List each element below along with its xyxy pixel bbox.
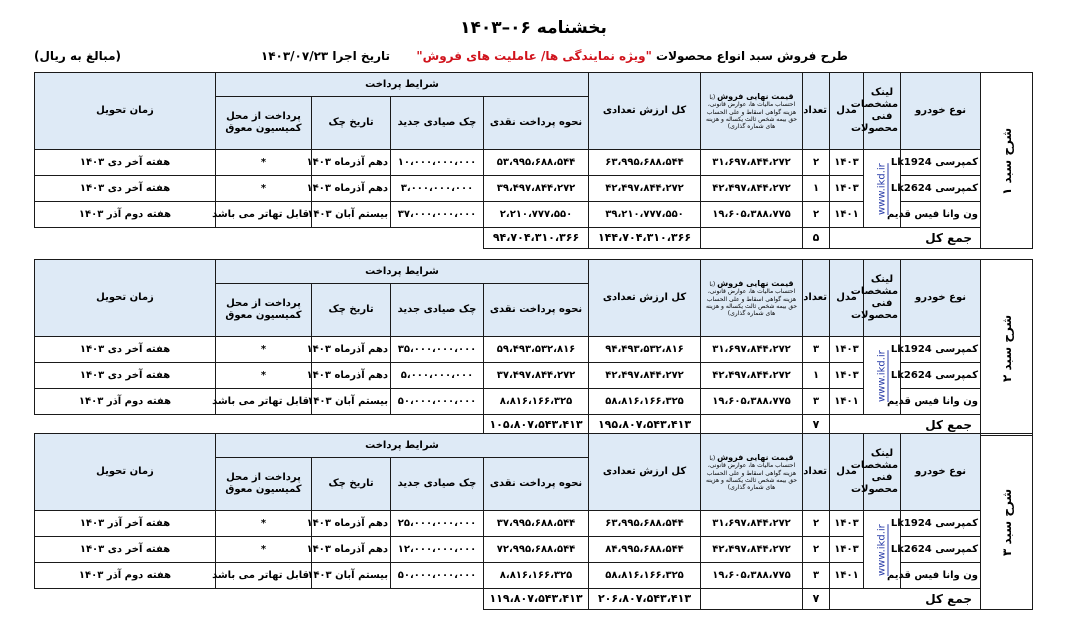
sayadi-check: ۱۰،۰۰۰،۰۰۰،۰۰۰ bbox=[391, 150, 484, 176]
table-row bbox=[35, 150, 1033, 176]
check-date: دهم آذرماه ۱۴۰۳ bbox=[312, 150, 391, 176]
deferred-commission: * bbox=[216, 150, 312, 176]
vehicle-name: کمپرسی Lk1924 bbox=[901, 150, 981, 176]
model-header: مدل bbox=[830, 73, 864, 150]
final-price-header bbox=[701, 260, 803, 337]
final-price: ۳۱،۶۹۷،۸۴۴،۲۷۲ bbox=[701, 337, 803, 363]
model-year: ۱۴۰۳ bbox=[830, 337, 864, 363]
model-header: مدل bbox=[830, 260, 864, 337]
amounts-note: (مبالغ به ریال) bbox=[34, 49, 121, 63]
deferred-commission-header: پرداخت از محل کمیسیون معوق bbox=[216, 97, 312, 150]
quantity: ۲ bbox=[803, 150, 830, 176]
vehicle-name: کمپرسی Lk1924 bbox=[901, 511, 981, 537]
final-price-title: قیمت نهایی فروش bbox=[717, 278, 794, 288]
final-price: ۱۹،۶۰۵،۳۸۸،۷۷۵ bbox=[701, 563, 803, 589]
spec-link-header: لینک مشخصات فنی محصولات bbox=[864, 73, 901, 150]
delivery-time: هفته آخر آذر ۱۴۰۳ bbox=[35, 511, 216, 537]
sayadi-check-header: چک صیادی جدید bbox=[391, 97, 484, 150]
delivery-time-header: زمان تحویل bbox=[35, 260, 216, 337]
table-row bbox=[35, 511, 1033, 537]
final-price-note: مالیات ها، عوارض قانونی، هزینه گواهی اسقاط و علی الحساب حق بیمه شخص ثالث یکساله و هزینه های شماره گذاری) bbox=[705, 101, 798, 130]
final-price-title: قیمت نهایی فروش bbox=[717, 91, 794, 101]
total-value-header: کل ارزش تعدادی bbox=[589, 73, 701, 150]
sayadi-check: ۵،۰۰۰،۰۰۰،۰۰۰ bbox=[391, 363, 484, 389]
basket-table bbox=[34, 259, 1033, 436]
vehicle-type-header: نوع خودرو bbox=[901, 73, 981, 150]
total-value: ۶۳،۹۹۵،۶۸۸،۵۴۴ bbox=[589, 511, 701, 537]
final-price-title: قیمت نهایی فروش bbox=[717, 452, 794, 462]
total-value: ۹۴،۴۹۳،۵۳۲،۸۱۶ bbox=[589, 337, 701, 363]
cash-payment: ۳۷،۹۹۵،۶۸۸،۵۴۴ bbox=[484, 511, 589, 537]
model-year: ۱۴۰۳ bbox=[830, 511, 864, 537]
check-date-header: تاریخ چک bbox=[312, 284, 391, 337]
total-value: ۵۸،۸۱۶،۱۶۶،۳۲۵ bbox=[589, 563, 701, 589]
final-price-note: مالیات ها، عوارض قانونی، هزینه گواهی اسقاط و علی الحساب حق بیمه شخص ثالث یکساله و هزینه های شماره گذاری) bbox=[705, 462, 798, 491]
sayadi-check-header: چک صیادی جدید bbox=[391, 458, 484, 511]
quantity-header: تعداد bbox=[803, 260, 830, 337]
vehicle-type-header: نوع خودرو bbox=[901, 260, 981, 337]
subtitle bbox=[261, 49, 848, 63]
total-value: ۵۸،۸۱۶،۱۶۶،۳۲۵ bbox=[589, 389, 701, 415]
basket-label: شرح سبد ۳ bbox=[981, 434, 1033, 610]
deferred-commission: * bbox=[216, 176, 312, 202]
vehicle-name: کمپرسی Lk2624 bbox=[901, 176, 981, 202]
grand-total-row bbox=[35, 228, 1033, 249]
cash-payment-header: نحوه پرداخت نقدی bbox=[484, 284, 589, 337]
grand-total-cash: ۹۴،۷۰۴،۳۱۰،۳۶۶ bbox=[484, 228, 589, 249]
quantity: ۲ bbox=[803, 511, 830, 537]
vehicle-name: ون وانا فیس قدیم bbox=[901, 389, 981, 415]
final-price: ۱۹،۶۰۵،۳۸۸،۷۷۵ bbox=[701, 202, 803, 228]
final-price-suffix: (با احتساب bbox=[709, 93, 796, 109]
grand-total-value: ۱۹۵،۸۰۷،۵۴۳،۴۱۳ bbox=[589, 415, 701, 436]
model-year: ۱۴۰۳ bbox=[830, 176, 864, 202]
delivery-time: هفته دوم آذر ۱۴۰۳ bbox=[35, 389, 216, 415]
basket-table bbox=[34, 433, 1033, 610]
final-price-suffix: (با احتساب bbox=[709, 454, 796, 470]
final-price: ۴۲،۴۹۷،۸۴۴،۲۷۲ bbox=[701, 176, 803, 202]
delivery-time: هفته آخر دی ۱۴۰۳ bbox=[35, 150, 216, 176]
check-date: دهم آذرماه ۱۴۰۳ bbox=[312, 176, 391, 202]
check-date: بیستم آبان ۱۴۰۳ bbox=[312, 389, 391, 415]
vehicle-name: ون وانا فیس قدیم bbox=[901, 202, 981, 228]
final-price-header bbox=[701, 73, 803, 150]
total-value: ۸۴،۹۹۵،۶۸۸،۵۴۴ bbox=[589, 537, 701, 563]
total-value: ۴۲،۴۹۷،۸۴۴،۲۷۲ bbox=[589, 176, 701, 202]
quantity-header: تعداد bbox=[803, 434, 830, 511]
quantity: ۱ bbox=[803, 176, 830, 202]
deferred-commission: * bbox=[216, 337, 312, 363]
spec-link[interactable]: www.ikd.ir bbox=[864, 511, 901, 589]
cash-payment: ۳۹،۴۹۷،۸۴۴،۲۷۲ bbox=[484, 176, 589, 202]
deferred-commission: قابل تهاتر می باشد bbox=[216, 563, 312, 589]
cash-payment: ۵۹،۴۹۳،۵۳۲،۸۱۶ bbox=[484, 337, 589, 363]
sayadi-check: ۱۲،۰۰۰،۰۰۰،۰۰۰ bbox=[391, 537, 484, 563]
sayadi-check: ۳،۰۰۰،۰۰۰،۰۰۰ bbox=[391, 176, 484, 202]
cash-payment: ۵۳،۹۹۵،۶۸۸،۵۴۴ bbox=[484, 150, 589, 176]
cash-payment: ۸،۸۱۶،۱۶۶،۳۲۵ bbox=[484, 563, 589, 589]
quantity: ۲ bbox=[803, 537, 830, 563]
vehicle-type-header: نوع خودرو bbox=[901, 434, 981, 511]
sayadi-check-header: چک صیادی جدید bbox=[391, 284, 484, 337]
deferred-commission: قابل تهاتر می باشد bbox=[216, 202, 312, 228]
deferred-commission-header: پرداخت از محل کمیسیون معوق bbox=[216, 458, 312, 511]
grand-total-qty: ۷ bbox=[803, 589, 830, 610]
sayadi-check: ۳۵،۰۰۰،۰۰۰،۰۰۰ bbox=[391, 337, 484, 363]
sayadi-check: ۵۰،۰۰۰،۰۰۰،۰۰۰ bbox=[391, 563, 484, 589]
model-year: ۱۴۰۳ bbox=[830, 363, 864, 389]
grand-total-row bbox=[35, 589, 1033, 610]
vehicle-name: کمپرسی Lk2624 bbox=[901, 363, 981, 389]
payment-terms-header: شرایط پرداخت bbox=[216, 434, 589, 458]
basket-table bbox=[34, 72, 1033, 249]
spec-link-header: لینک مشخصات فنی محصولات bbox=[864, 434, 901, 511]
delivery-time: هفته آخر دی ۱۴۰۳ bbox=[35, 363, 216, 389]
check-date: دهم آذرماه ۱۴۰۳ bbox=[312, 511, 391, 537]
delivery-time: هفته آخر دی ۱۴۰۳ bbox=[35, 337, 216, 363]
delivery-time: هفته دوم آذر ۱۴۰۳ bbox=[35, 202, 216, 228]
total-value: ۳۹،۲۱۰،۷۷۷،۵۵۰ bbox=[589, 202, 701, 228]
check-date: دهم آذرماه ۱۴۰۳ bbox=[312, 337, 391, 363]
sayadi-check: ۵۰،۰۰۰،۰۰۰،۰۰۰ bbox=[391, 389, 484, 415]
model-year: ۱۴۰۱ bbox=[830, 202, 864, 228]
grand-total-label: جمع کل bbox=[830, 228, 981, 249]
delivery-time: هفته دوم آذر ۱۴۰۳ bbox=[35, 563, 216, 589]
final-price: ۴۲،۴۹۷،۸۴۴،۲۷۲ bbox=[701, 537, 803, 563]
grand-total-qty: ۵ bbox=[803, 228, 830, 249]
cash-payment-header: نحوه پرداخت نقدی bbox=[484, 97, 589, 150]
grand-total-blank bbox=[35, 228, 484, 249]
delivery-time: هفته آخر دی ۱۴۰۳ bbox=[35, 176, 216, 202]
final-price: ۳۱،۶۹۷،۸۴۴،۲۷۲ bbox=[701, 511, 803, 537]
grand-total-value: ۱۴۴،۷۰۴،۳۱۰،۳۶۶ bbox=[589, 228, 701, 249]
cash-payment-header: نحوه پرداخت نقدی bbox=[484, 458, 589, 511]
total-value-header: کل ارزش تعدادی bbox=[589, 260, 701, 337]
deferred-commission: * bbox=[216, 363, 312, 389]
check-date: دهم آذرماه ۱۴۰۳ bbox=[312, 363, 391, 389]
total-value-header: کل ارزش تعدادی bbox=[589, 434, 701, 511]
vehicle-name: ون وانا فیس قدیم bbox=[901, 563, 981, 589]
spec-link[interactable]: www.ikd.ir bbox=[864, 337, 901, 415]
payment-terms-header: شرایط پرداخت bbox=[216, 260, 589, 284]
grand-total-value: ۲۰۶،۸۰۷،۵۴۳،۴۱۳ bbox=[589, 589, 701, 610]
deferred-commission: قابل تهاتر می باشد bbox=[216, 389, 312, 415]
basket-label: شرح سبد ۱ bbox=[981, 73, 1033, 249]
deferred-commission: * bbox=[216, 537, 312, 563]
grand-total-cash: ۱۱۹،۸۰۷،۵۴۳،۴۱۳ bbox=[484, 589, 589, 610]
payment-terms-header: شرایط پرداخت bbox=[216, 73, 589, 97]
sayadi-check: ۳۷،۰۰۰،۰۰۰،۰۰۰ bbox=[391, 202, 484, 228]
check-date-header: تاریخ چک bbox=[312, 458, 391, 511]
total-value: ۴۲،۴۹۷،۸۴۴،۲۷۲ bbox=[589, 363, 701, 389]
table-row bbox=[35, 337, 1033, 363]
delivery-time: هفته آخر دی ۱۴۰۳ bbox=[35, 537, 216, 563]
quantity: ۳ bbox=[803, 563, 830, 589]
model-header: مدل bbox=[830, 434, 864, 511]
model-year: ۱۴۰۱ bbox=[830, 389, 864, 415]
grand-total-blank bbox=[35, 589, 484, 610]
spec-link[interactable]: www.ikd.ir bbox=[864, 150, 901, 228]
vehicle-name: کمپرسی Lk2624 bbox=[901, 537, 981, 563]
final-price-header bbox=[701, 434, 803, 511]
model-year: ۱۴۰۱ bbox=[830, 563, 864, 589]
cash-payment: ۳۷،۴۹۷،۸۴۴،۲۷۲ bbox=[484, 363, 589, 389]
grand-total-label: جمع کل bbox=[830, 415, 981, 436]
check-date: بیستم آبان ۱۴۰۳ bbox=[312, 563, 391, 589]
deferred-commission-header: پرداخت از محل کمیسیون معوق bbox=[216, 284, 312, 337]
check-date: بیستم آبان ۱۴۰۳ bbox=[312, 202, 391, 228]
total-value: ۶۳،۹۹۵،۶۸۸،۵۴۴ bbox=[589, 150, 701, 176]
grand-total-spacer bbox=[701, 228, 803, 249]
cash-payment: ۸،۸۱۶،۱۶۶،۳۲۵ bbox=[484, 389, 589, 415]
spec-link-header: لینک مشخصات فنی محصولات bbox=[864, 260, 901, 337]
model-year: ۱۴۰۳ bbox=[830, 150, 864, 176]
subtitle-bar bbox=[34, 49, 1034, 67]
basket-label: شرح سبد ۲ bbox=[981, 260, 1033, 436]
final-price: ۱۹،۶۰۵،۳۸۸،۷۷۵ bbox=[701, 389, 803, 415]
page-title: بخشنامه ۰۶–۱۴۰۳ bbox=[460, 18, 607, 38]
check-date-header: تاریخ چک bbox=[312, 97, 391, 150]
grand-total-qty: ۷ bbox=[803, 415, 830, 436]
subtitle-highlight: "ویژه نمایندگی ها/ عاملیت های فروش" bbox=[416, 49, 652, 63]
grand-total-cash: ۱۰۵،۸۰۷،۵۴۳،۴۱۳ bbox=[484, 415, 589, 436]
final-price: ۳۱،۶۹۷،۸۴۴،۲۷۲ bbox=[701, 150, 803, 176]
grand-total-label: جمع کل bbox=[830, 589, 981, 610]
sayadi-check: ۲۵،۰۰۰،۰۰۰،۰۰۰ bbox=[391, 511, 484, 537]
subtitle-prefix: طرح فروش سبد انواع محصولات bbox=[656, 49, 848, 63]
cash-payment: ۷۲،۹۹۵،۶۸۸،۵۴۴ bbox=[484, 537, 589, 563]
quantity: ۳ bbox=[803, 337, 830, 363]
final-price: ۴۲،۴۹۷،۸۴۴،۲۷۲ bbox=[701, 363, 803, 389]
final-price-suffix: (با احتساب bbox=[709, 280, 796, 296]
vehicle-name: کمپرسی Lk1924 bbox=[901, 337, 981, 363]
delivery-time-header: زمان تحویل bbox=[35, 434, 216, 511]
check-date: دهم آذرماه ۱۴۰۳ bbox=[312, 537, 391, 563]
delivery-time-header: زمان تحویل bbox=[35, 73, 216, 150]
final-price-note: مالیات ها، عوارض قانونی، هزینه گواهی اسقاط و علی الحساب حق بیمه شخص ثالث یکساله و هزینه های شماره گذاری) bbox=[705, 288, 798, 317]
deferred-commission: * bbox=[216, 511, 312, 537]
quantity: ۲ bbox=[803, 202, 830, 228]
quantity-header: تعداد bbox=[803, 73, 830, 150]
quantity: ۳ bbox=[803, 389, 830, 415]
execution-date: تاریخ اجرا ۱۴۰۳/۰۷/۲۳ bbox=[260, 49, 391, 63]
grand-total-spacer bbox=[701, 589, 803, 610]
model-year: ۱۴۰۳ bbox=[830, 537, 864, 563]
quantity: ۱ bbox=[803, 363, 830, 389]
cash-payment: ۲،۲۱۰،۷۷۷،۵۵۰ bbox=[484, 202, 589, 228]
